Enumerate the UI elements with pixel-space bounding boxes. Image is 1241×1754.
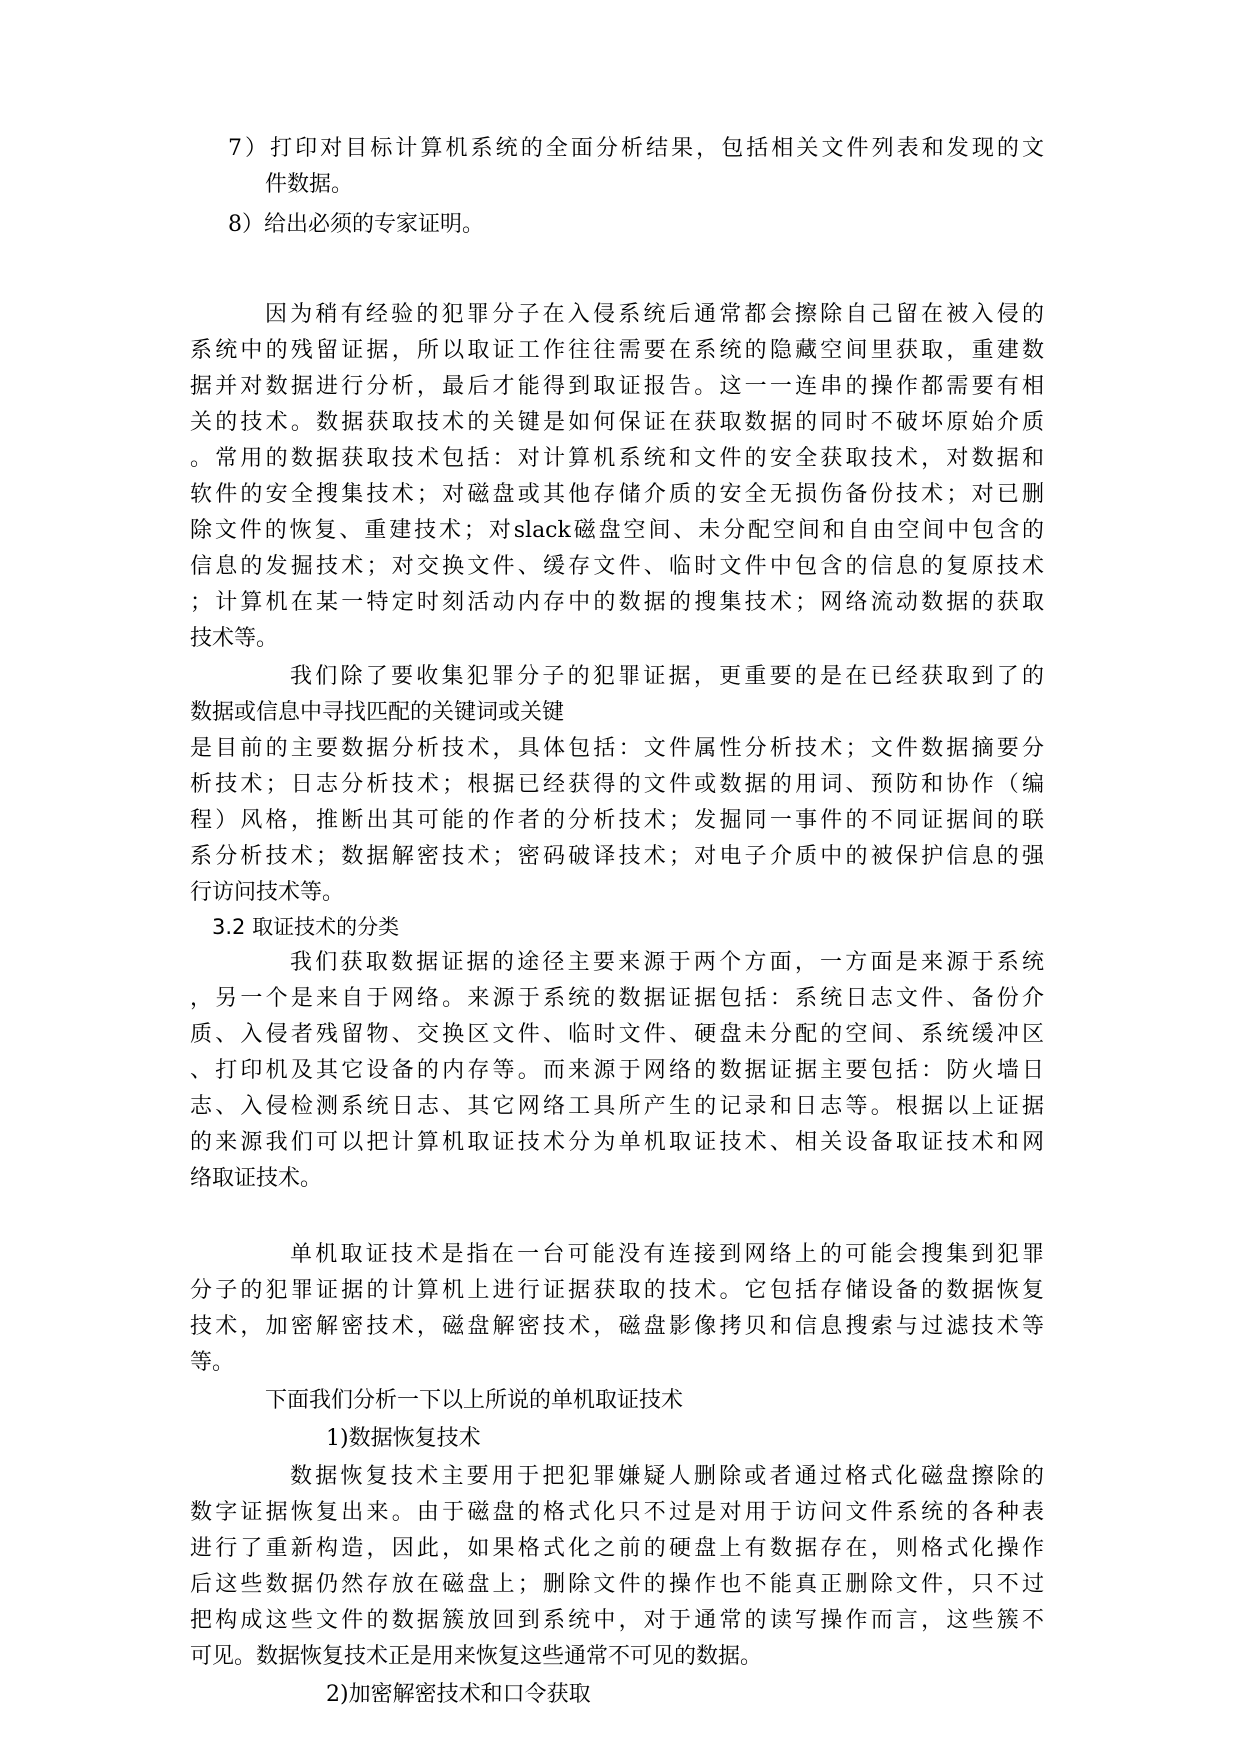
paragraph-line: 质、入侵者残留物、交换区文件、临时文件、硬盘未分配的空间、系统缓冲区 bbox=[190, 1022, 1044, 1047]
paragraph-line: 程）风格，推断出其可能的作者的分析技术；发掘同一事件的不同证据间的联 bbox=[190, 808, 1044, 833]
list-item: 7）打印对目标计算机系统的全面分析结果，包括相关文件列表和发现的文 bbox=[228, 136, 1044, 161]
paragraph-line: 可见。数据恢复技术正是用来恢复这些通常不可见的数据。 bbox=[190, 1644, 763, 1669]
paragraph-line: 等。 bbox=[190, 1350, 235, 1375]
list-item: 8）给出必须的专家证明。 bbox=[228, 212, 484, 237]
paragraph-line: 我们除了要收集犯罪分子的犯罪证据，更重要的是在已经获取到了的 bbox=[290, 664, 1044, 689]
paragraph-line: 络取证技术。 bbox=[190, 1166, 323, 1191]
paragraph-line: 数据恢复技术主要用于把犯罪嫌疑人删除或者通过格式化磁盘擦除的 bbox=[290, 1464, 1044, 1489]
paragraph-line: 数据或信息中寻找匹配的关键词或关键 bbox=[190, 700, 565, 725]
subheading: 2)加密解密技术和口令获取 bbox=[326, 1682, 591, 1707]
paragraph-line: 分子的犯罪证据的计算机上进行证据获取的技术。它包括存储设备的数据恢复 bbox=[190, 1278, 1044, 1303]
paragraph-line: 信息的发掘技术；对交换文件、缓存文件、临时文件中包含的信息的复原技术 bbox=[190, 554, 1044, 579]
list-item: 件数据。 bbox=[265, 172, 354, 197]
paragraph-line: 后这些数据仍然存放在磁盘上；删除文件的操作也不能真正删除文件，只不过 bbox=[190, 1572, 1044, 1597]
paragraph-line: 下面我们分析一下以上所说的单机取证技术 bbox=[265, 1388, 684, 1413]
paragraph-line: 据并对数据进行分析，最后才能得到取证报告。这一一连串的操作都需要有相 bbox=[190, 374, 1044, 399]
paragraph-line: 行访问技术等。 bbox=[190, 880, 345, 905]
paragraph-line: 志、入侵检测系统日志、其它网络工具所产生的记录和日志等。根据以上证据 bbox=[190, 1094, 1044, 1119]
paragraph-line: 的来源我们可以把计算机取证技术分为单机取证技术、相关设备取证技术和网 bbox=[190, 1130, 1044, 1155]
paragraph-line: 软件的安全搜集技术；对磁盘或其他存储介质的安全无损伤备份技术；对已删 bbox=[190, 482, 1044, 507]
paragraph-line: ；计算机在某一特定时刻活动内存中的数据的搜集技术；网络流动数据的获取 bbox=[190, 590, 1044, 615]
paragraph-line: 进行了重新构造，因此，如果格式化之前的硬盘上有数据存在，则格式化操作 bbox=[190, 1536, 1044, 1561]
paragraph-line: 系统中的残留证据，所以取证工作往往需要在系统的隐藏空间里获取，重建数 bbox=[190, 338, 1044, 363]
paragraph-line: 。常用的数据获取技术包括：对计算机系统和文件的安全获取技术，对数据和 bbox=[190, 446, 1044, 471]
paragraph-line: 是目前的主要数据分析技术，具体包括：文件属性分析技术；文件数据摘要分 bbox=[190, 736, 1044, 761]
paragraph-line: 除文件的恢复、重建技术；对slack磁盘空间、未分配空间和自由空间中包含的 bbox=[190, 518, 1044, 543]
paragraph-line: 因为稍有经验的犯罪分子在入侵系统后通常都会擦除自己留在被入侵的 bbox=[265, 302, 1044, 327]
paragraph-line: 单机取证技术是指在一台可能没有连接到网络上的可能会搜集到犯罪 bbox=[290, 1242, 1044, 1267]
subheading: 1)数据恢复技术 bbox=[326, 1426, 481, 1451]
paragraph-line: 技术等。 bbox=[190, 626, 279, 651]
paragraph-line: 、打印机及其它设备的内存等。而来源于网络的数据证据主要包括：防火墙日 bbox=[190, 1058, 1044, 1083]
paragraph-line: 析技术；日志分析技术；根据已经获得的文件或数据的用词、预防和协作（编 bbox=[190, 772, 1044, 797]
paragraph-line: 系分析技术；数据解密技术；密码破译技术；对电子介质中的被保护信息的强 bbox=[190, 844, 1044, 869]
paragraph-line: 我们获取数据证据的途径主要来源于两个方面，一方面是来源于系统 bbox=[290, 950, 1044, 975]
paragraph-line: 数字证据恢复出来。由于磁盘的格式化只不过是对用于访问文件系统的各种表 bbox=[190, 1500, 1044, 1525]
paragraph-line: 把构成这些文件的数据簇放回到系统中，对于通常的读写操作而言，这些簇不 bbox=[190, 1608, 1044, 1633]
paragraph-line: ，另一个是来自于网络。来源于系统的数据证据包括：系统日志文件、备份介 bbox=[190, 986, 1044, 1011]
paragraph-line: 关的技术。数据获取技术的关键是如何保证在获取数据的同时不破坏原始介质 bbox=[190, 410, 1044, 435]
paragraph-line: 技术，加密解密技术，磁盘解密技术，磁盘影像拷贝和信息搜索与过滤技术等 bbox=[190, 1314, 1044, 1339]
section-heading: 3.2 取证技术的分类 bbox=[212, 915, 400, 939]
